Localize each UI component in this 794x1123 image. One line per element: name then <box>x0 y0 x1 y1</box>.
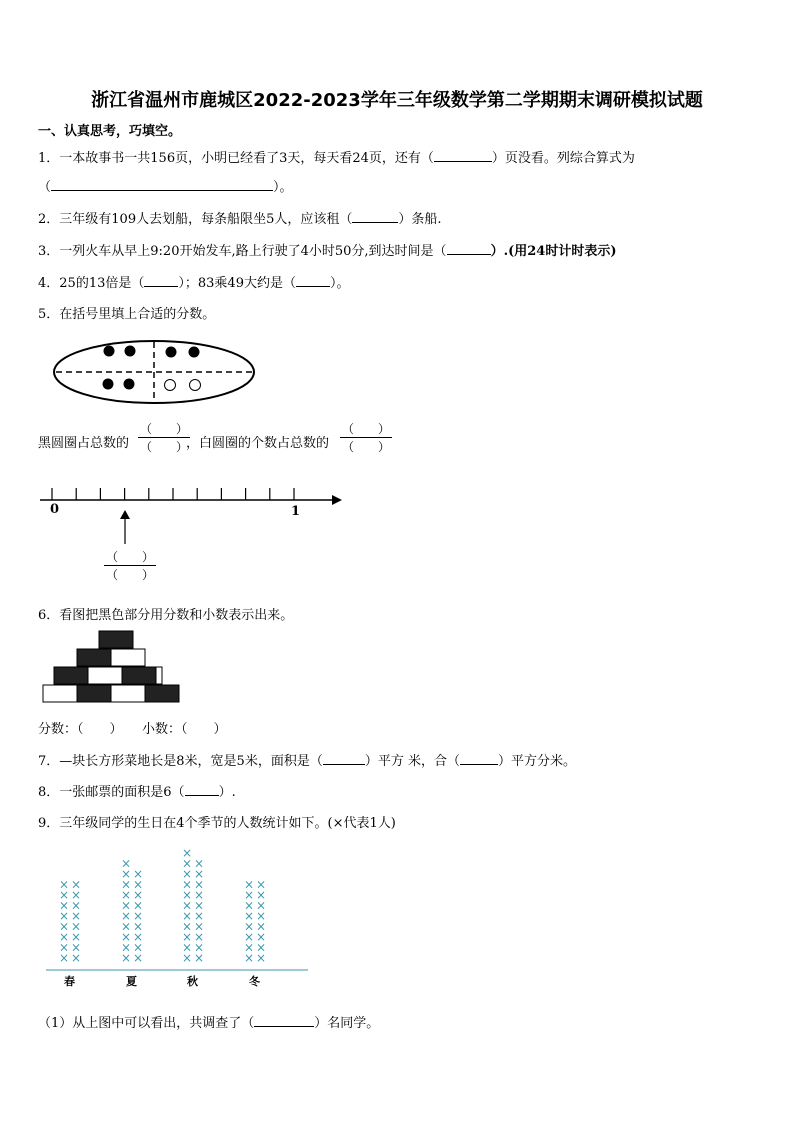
tally-mark: × <box>58 930 70 944</box>
answer-blank[interactable] <box>296 274 330 287</box>
oval-dots-figure <box>52 338 256 406</box>
tally-mark: × <box>181 898 193 913</box>
tally-mark: × <box>120 898 132 913</box>
tally-mark: × <box>132 930 144 944</box>
answer-blank[interactable] <box>434 149 492 162</box>
tally-mark: × <box>70 940 82 955</box>
tally-mark: × <box>58 909 70 923</box>
tally-mark: × <box>255 930 267 944</box>
answer-blank[interactable] <box>144 274 178 287</box>
black-circle-label: 黑圆圈占总数的 <box>38 436 130 451</box>
tally-mark: × <box>70 877 82 892</box>
tally-mark: × <box>193 951 205 965</box>
tally-mark: × <box>120 856 132 871</box>
tally-mark: × <box>132 909 144 923</box>
question-3: 3．一列火车从早上9:20开始发车,路上行驶了4小时50分,到达时间是（ ）.(用24时计时表示) <box>38 244 617 259</box>
tally-mark: × <box>58 919 70 934</box>
tally-mark: × <box>193 930 205 944</box>
brick-pyramid-figure <box>42 630 182 704</box>
question-9-sub1: （1）从上图中可以看出，共调查了（ ）名同学。 <box>38 1016 380 1031</box>
question-9: 9．三年级同学的生日在4个季节的人数统计如下。(×代表1人) <box>38 816 396 831</box>
tally-mark: × <box>132 888 144 902</box>
tally-mark: × <box>58 940 70 955</box>
question-4: 4．25的13倍是（ ）；83乘49大约是（ ）。 <box>38 276 350 291</box>
tally-mark: × <box>193 898 205 913</box>
question-6-answer: 分数：（ ） 小数：（ ） <box>38 722 227 737</box>
tally-mark: × <box>243 888 255 902</box>
season-label: 冬 <box>249 975 260 988</box>
tally-mark: × <box>58 951 70 965</box>
tally-mark: × <box>193 919 205 934</box>
tally-mark: × <box>120 909 132 923</box>
tally-mark: × <box>255 877 267 892</box>
tally-mark: × <box>181 846 193 860</box>
tally-mark: × <box>132 940 144 955</box>
question-8: 8．一张邮票的面积是6（ ）. <box>38 785 236 800</box>
tally-mark: × <box>181 940 193 955</box>
tally-mark: × <box>181 888 193 902</box>
tally-mark: × <box>70 919 82 934</box>
answer-blank[interactable] <box>51 178 273 191</box>
tally-mark: × <box>255 919 267 934</box>
tally-mark: × <box>120 951 132 965</box>
tally-mark: × <box>120 919 132 934</box>
tally-mark: × <box>181 930 193 944</box>
tally-mark: × <box>120 930 132 944</box>
tally-mark: × <box>58 888 70 902</box>
question-7: 7．—块长方形菜地长是8米，宽是5米，面积是（ ）平方 米，合（ ）平方分米。 <box>38 754 576 769</box>
fraction-blank-white[interactable]: （ ） （ ） <box>342 422 391 454</box>
page-title: 浙江省温州市鹿城区2022-2023学年三年级数学第二学期期末调研模拟试题 <box>91 90 703 111</box>
tally-mark: × <box>58 898 70 913</box>
question-2: 2．三年级有109人去划船，每条船限坐5人，应该租（ ）条船. <box>38 212 442 227</box>
tally-mark: × <box>70 930 82 944</box>
tally-mark: × <box>70 909 82 923</box>
tally-mark: × <box>193 888 205 902</box>
answer-blank[interactable] <box>460 752 498 765</box>
white-circle-label: ，白圆圈的个数占总数的 <box>186 436 330 451</box>
tally-mark: × <box>255 951 267 965</box>
tally-mark: × <box>255 940 267 955</box>
tally-mark: × <box>243 930 255 944</box>
tally-mark: × <box>243 919 255 934</box>
number-line <box>40 484 346 548</box>
tally-mark: × <box>181 951 193 965</box>
tally-mark: × <box>181 909 193 923</box>
fraction-blank-numberline[interactable]: （ ） （ ） <box>106 550 155 582</box>
answer-blank[interactable] <box>185 783 219 796</box>
season-label: 夏 <box>126 975 137 988</box>
answer-blank[interactable] <box>323 752 365 765</box>
tally-mark: × <box>193 877 205 892</box>
tally-mark: × <box>181 856 193 871</box>
question-5: 5．在括号里填上合适的分数。 <box>38 307 216 322</box>
tally-mark: × <box>120 888 132 902</box>
tally-mark: × <box>70 898 82 913</box>
question-6: 6．看图把黑色部分用分数和小数表示出来。 <box>38 608 294 623</box>
tally-mark: × <box>132 898 144 913</box>
tally-mark: × <box>181 919 193 934</box>
tally-mark: × <box>193 856 205 871</box>
season-label: 秋 <box>187 975 198 988</box>
answer-blank[interactable] <box>447 242 491 255</box>
tally-mark: × <box>181 877 193 892</box>
tally-mark: × <box>70 951 82 965</box>
tally-mark: × <box>193 867 205 881</box>
question-1: 1．一本故事书一共156页，小明已经看了3天，每天看24页，还有（ ）页没看。列综合算式为 <box>38 151 635 166</box>
answer-blank[interactable] <box>254 1014 314 1027</box>
tally-mark: × <box>120 867 132 881</box>
tally-mark: × <box>70 888 82 902</box>
tally-mark: × <box>243 951 255 965</box>
tally-mark: × <box>132 951 144 965</box>
season-label: 春 <box>64 975 75 988</box>
tally-mark: × <box>255 898 267 913</box>
tally-mark: × <box>255 909 267 923</box>
tally-mark: × <box>255 888 267 902</box>
number-line-one: 1 <box>291 504 301 519</box>
season-tally-chart <box>40 840 310 975</box>
tally-mark: × <box>193 909 205 923</box>
section-heading: 一、认真思考，巧填空。 <box>38 124 182 139</box>
tally-mark: × <box>243 940 255 955</box>
tally-mark: × <box>120 877 132 892</box>
tally-mark: × <box>132 919 144 934</box>
number-line-zero: 0 <box>50 502 60 517</box>
tally-mark: × <box>132 867 144 881</box>
tally-mark: × <box>132 877 144 892</box>
answer-blank[interactable] <box>352 210 398 223</box>
question-1-line2: （ ）。 <box>38 180 293 195</box>
tally-mark: × <box>243 898 255 913</box>
tally-mark: × <box>193 940 205 955</box>
tally-mark: × <box>58 877 70 892</box>
fraction-blank-black[interactable]: （ ） （ ） <box>140 422 189 454</box>
tally-mark: × <box>120 940 132 955</box>
tally-mark: × <box>243 909 255 923</box>
tally-mark: × <box>243 877 255 892</box>
tally-mark: × <box>181 867 193 881</box>
